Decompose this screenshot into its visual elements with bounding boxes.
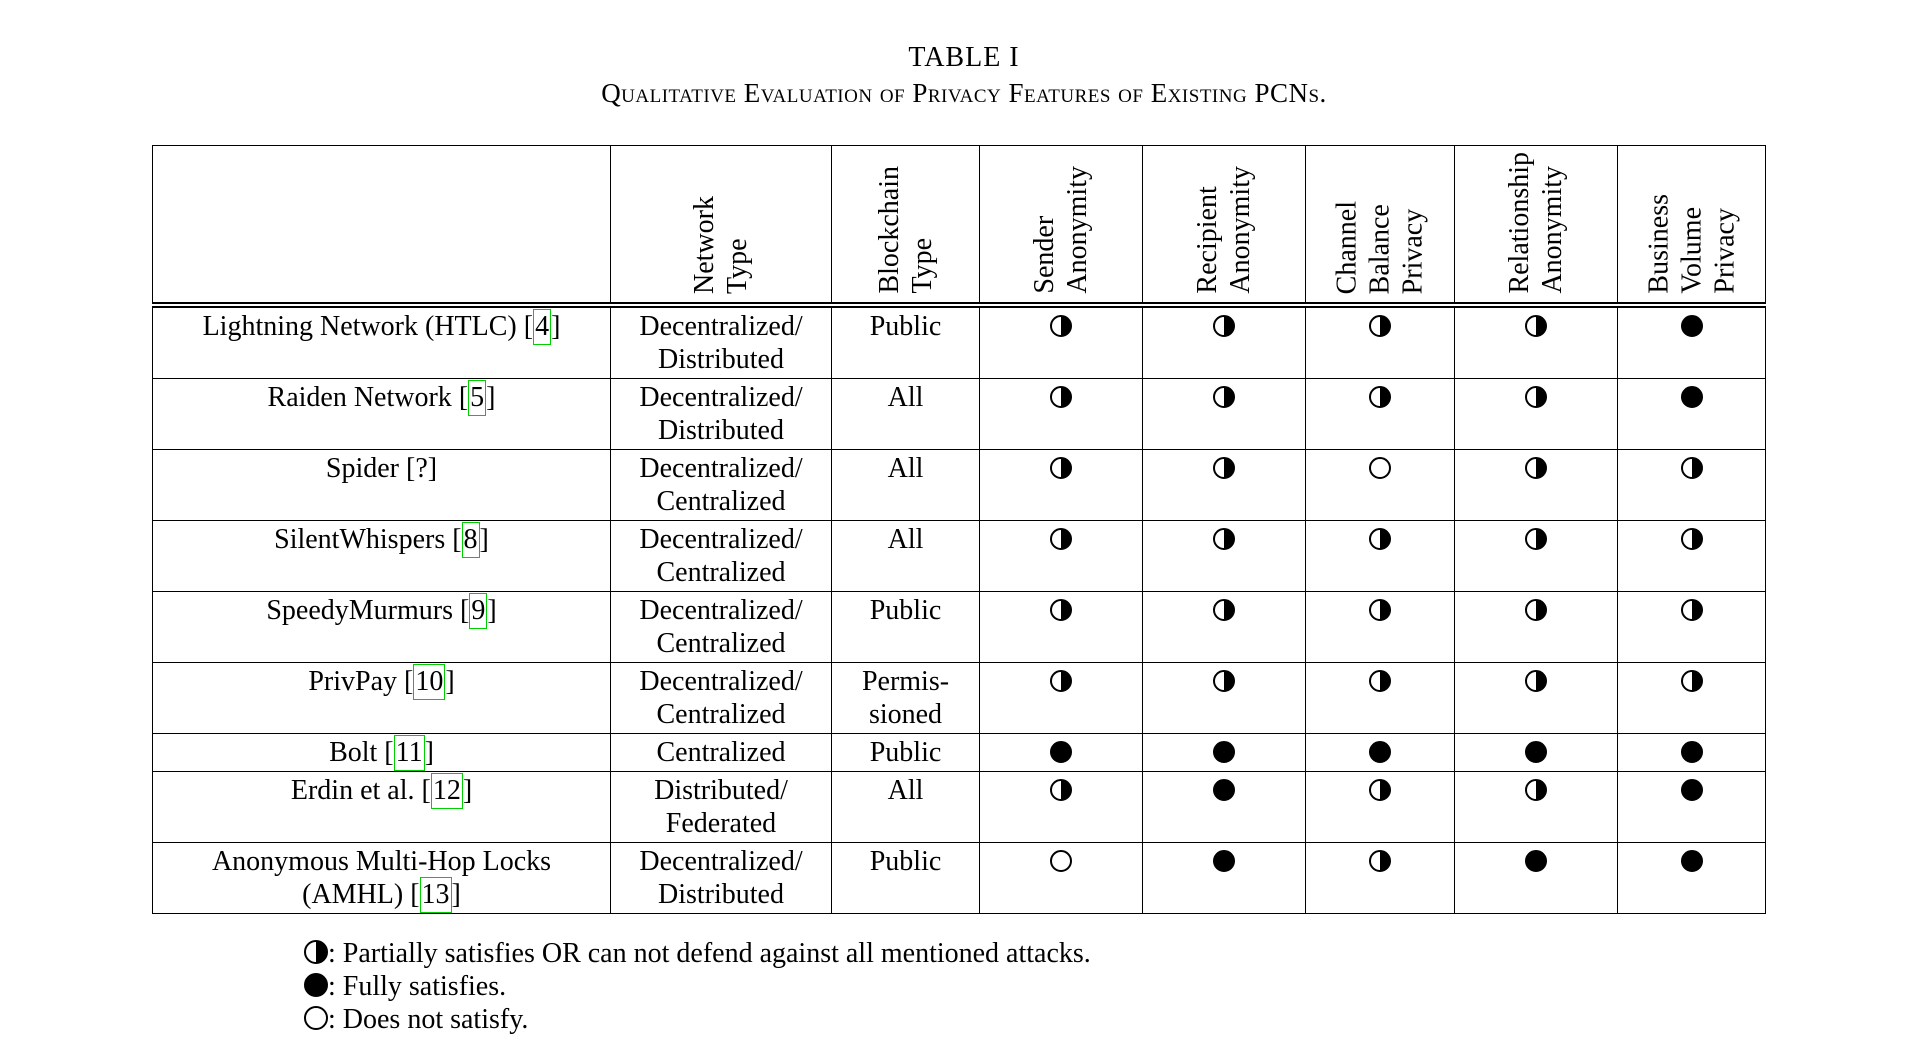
feature-cell: [1143, 521, 1306, 592]
legend-text: : Fully satisfies.: [328, 971, 507, 1002]
network-type-line: Decentralized/: [639, 524, 803, 555]
partial-circle-icon: [1050, 670, 1072, 692]
blockchain-type-line: All: [887, 382, 924, 413]
partial-circle-icon: [1369, 779, 1391, 801]
header-line: Anonymity: [1537, 166, 1568, 294]
feature-cell: [1306, 450, 1455, 521]
feature-cell: [1618, 592, 1766, 663]
network-type-cell: [611, 521, 832, 592]
network-type-line: Centralized: [656, 486, 786, 517]
partial-circle-icon: [1050, 386, 1072, 408]
partial-circle-icon: [1681, 528, 1703, 550]
scheme-name-cell: [153, 379, 611, 450]
network-type-line: Distributed/: [654, 775, 788, 806]
table-body: [153, 305, 1766, 914]
scheme-name-line: [153, 452, 610, 485]
network-type-line: Decentralized/: [639, 595, 803, 626]
scheme-name-line: Raiden Network [5]: [153, 381, 610, 416]
network-type-line: Decentralized/: [639, 846, 803, 877]
feature-cell: [1306, 521, 1455, 592]
network-type-cell: [611, 450, 832, 521]
partial-circle-icon: [1369, 670, 1391, 692]
partial-circle-icon: [1213, 599, 1235, 621]
partial-circle-icon: [1213, 670, 1235, 692]
legend-item: [304, 1003, 1091, 1036]
full-circle-icon: [1369, 741, 1391, 763]
table-label: TABLE I: [908, 42, 1020, 73]
feature-cell: [1143, 592, 1306, 663]
feature-cell: [1143, 734, 1306, 772]
header-line: Volume: [1676, 207, 1707, 294]
feature-cell: [1143, 843, 1306, 914]
partial-circle-icon: [1369, 386, 1391, 408]
feature-cell: [1306, 843, 1455, 914]
partial-circle-icon: [1681, 670, 1703, 692]
scheme-name-line: SilentWhispers [8]: [153, 523, 610, 558]
blockchain-type-line: All: [887, 524, 924, 555]
scheme-name: Raiden Network: [267, 382, 459, 413]
full-circle-icon: [1525, 850, 1547, 872]
scheme-name: Lightning Network (HTLC): [202, 311, 524, 342]
full-circle-icon: [1681, 386, 1703, 408]
scheme-name: Erdin et al.: [290, 775, 422, 806]
legend-text: : Partially satisfies OR can not defend against all mentioned attacks.: [328, 938, 1091, 969]
header-line: Balance: [1364, 203, 1396, 294]
network-type-line: Decentralized/: [639, 666, 803, 697]
none-circle-icon: [1050, 850, 1072, 872]
feature-cell: [980, 450, 1143, 521]
feature-cell: [1455, 843, 1618, 914]
table-row: [153, 450, 1766, 521]
header-row: [153, 146, 1766, 306]
feature-cell: [980, 843, 1143, 914]
feature-cell: [1143, 450, 1306, 521]
blockchain-type-line: All: [887, 775, 924, 806]
table-row: [153, 734, 1766, 772]
table-row: [153, 843, 1766, 914]
full-circle-icon: [304, 973, 328, 997]
header-network-type: [611, 146, 832, 306]
scheme-name-line: Lightning Network (HTLC) [4]: [153, 310, 610, 345]
feature-cell: [1143, 772, 1306, 843]
feature-cell: [1306, 379, 1455, 450]
partial-circle-icon: [1681, 599, 1703, 621]
partial-circle-icon: [1525, 528, 1547, 550]
header-business-volume-privacy: [1618, 146, 1766, 306]
full-circle-icon: [1050, 741, 1072, 763]
feature-cell: [980, 772, 1143, 843]
feature-cell: [980, 734, 1143, 772]
citation-ref: 8: [462, 522, 480, 558]
feature-cell: [980, 521, 1143, 592]
feature-cell: [1455, 521, 1618, 592]
full-circle-icon: [1213, 779, 1235, 801]
header-line: Privacy: [1709, 208, 1740, 294]
scheme-name-cell: [153, 521, 611, 592]
partial-circle-icon: [304, 940, 328, 964]
citation-ref: 12: [431, 773, 463, 809]
partial-circle-icon: [1525, 599, 1547, 621]
partial-circle-icon: [1050, 779, 1072, 801]
feature-cell: [1618, 521, 1766, 592]
scheme-name: PrivPay: [308, 666, 405, 697]
scheme-name-cell: [153, 663, 611, 734]
header-line: Relationship: [1504, 152, 1535, 294]
citation-ref: 13: [420, 877, 452, 913]
feature-cell: [1455, 772, 1618, 843]
header-line: Anonymity: [1062, 166, 1093, 294]
feature-cell: [980, 305, 1143, 379]
scheme-name: SilentWhispers: [274, 524, 453, 555]
partial-circle-icon: [1525, 670, 1547, 692]
header-line: Blockchain: [873, 166, 905, 294]
network-type-line: Distributed: [658, 415, 784, 446]
feature-cell: [1306, 663, 1455, 734]
feature-cell: [1306, 305, 1455, 379]
partial-circle-icon: [1050, 528, 1072, 550]
network-type-line: Decentralized/: [639, 311, 803, 342]
feature-cell: [1618, 772, 1766, 843]
table-row: [153, 592, 1766, 663]
network-type-line: Centralized: [656, 737, 786, 768]
header-line: Anonymity: [1225, 166, 1256, 294]
table-row: [153, 521, 1766, 592]
partial-circle-icon: [1525, 386, 1547, 408]
network-type-line: Federated: [665, 808, 777, 839]
header-channel-balance-privacy: [1306, 146, 1455, 306]
partial-circle-icon: [1681, 457, 1703, 479]
blockchain-type-line: All: [887, 453, 924, 484]
partial-circle-icon: [1213, 457, 1235, 479]
citation-ref: 9: [469, 593, 487, 629]
network-type-line: Decentralized/: [639, 382, 803, 413]
network-type-cell: [611, 734, 832, 772]
blockchain-type-cell: [832, 592, 980, 663]
feature-cell: [1618, 734, 1766, 772]
network-type-cell: [611, 663, 832, 734]
network-type-cell: [611, 772, 832, 843]
blockchain-type-line: sioned: [868, 699, 943, 730]
feature-cell: [1306, 592, 1455, 663]
none-circle-icon: [1369, 457, 1391, 479]
partial-circle-icon: [1369, 599, 1391, 621]
none-circle-icon: [304, 1006, 328, 1030]
feature-cell: [1455, 379, 1618, 450]
header-line: Channel: [1331, 200, 1363, 294]
scheme-name-line: (AMHL) [13]: [153, 878, 610, 913]
scheme-name-cell: [153, 592, 611, 663]
scheme-name-line: SpeedyMurmurs [9]: [153, 594, 610, 629]
network-type-line: Decentralized/: [639, 453, 803, 484]
scheme-name-line: Erdin et al. [12]: [153, 774, 610, 809]
network-type-cell: [611, 843, 832, 914]
partial-circle-icon: [1050, 457, 1072, 479]
feature-cell: [980, 663, 1143, 734]
scheme-name-line: [153, 845, 610, 878]
network-type-line: Centralized: [656, 699, 786, 730]
header-line: Type: [722, 238, 753, 294]
citation-ref: [?]: [406, 453, 438, 484]
header-line: Network: [689, 196, 720, 294]
feature-cell: [980, 379, 1143, 450]
citation-ref: 10: [413, 664, 445, 700]
full-circle-icon: [1681, 741, 1703, 763]
scheme-name-line: PrivPay [10]: [153, 665, 610, 700]
blockchain-type-line: Public: [869, 846, 942, 877]
feature-cell: [1618, 379, 1766, 450]
partial-circle-icon: [1369, 528, 1391, 550]
header-relationship-anonymity: [1455, 146, 1618, 306]
feature-cell: [1306, 772, 1455, 843]
privacy-features-table: [152, 145, 1766, 914]
partial-circle-icon: [1369, 315, 1391, 337]
scheme-name-cell: [153, 734, 611, 772]
feature-cell: [1618, 663, 1766, 734]
scheme-name-cell: [153, 305, 611, 379]
full-circle-icon: [1525, 741, 1547, 763]
partial-circle-icon: [1213, 386, 1235, 408]
feature-cell: [1455, 663, 1618, 734]
blockchain-type-cell: [832, 843, 980, 914]
feature-cell: [980, 592, 1143, 663]
network-type-line: Distributed: [658, 879, 784, 910]
blockchain-type-line: Public: [869, 595, 942, 626]
header-empty-cell: [153, 146, 611, 306]
partial-circle-icon: [1525, 457, 1547, 479]
blockchain-type-cell: [832, 379, 980, 450]
partial-circle-icon: [1050, 599, 1072, 621]
legend-item: [304, 937, 1091, 970]
feature-cell: [1455, 592, 1618, 663]
partial-circle-icon: [1369, 850, 1391, 872]
scheme-name: Anonymous Multi-Hop Locks: [211, 846, 552, 877]
feature-cell: [1143, 663, 1306, 734]
header-line: Privacy: [1397, 208, 1429, 294]
network-type-line: Centralized: [656, 628, 786, 659]
scheme-name: (AMHL): [302, 879, 411, 910]
scheme-name-cell: [153, 772, 611, 843]
network-type-cell: [611, 379, 832, 450]
citation-ref: 11: [394, 735, 425, 771]
blockchain-type-cell: [832, 521, 980, 592]
blockchain-type-cell: [832, 305, 980, 379]
feature-cell: [1455, 734, 1618, 772]
blockchain-type-cell: [832, 772, 980, 843]
scheme-name: SpeedyMurmurs: [266, 595, 460, 626]
blockchain-type-line: Permis-: [861, 666, 950, 697]
header-line: Type: [906, 238, 938, 294]
network-type-cell: [611, 592, 832, 663]
feature-cell: [1618, 450, 1766, 521]
network-type-line: Centralized: [656, 557, 786, 588]
partial-circle-icon: [1213, 315, 1235, 337]
header-line: Sender: [1029, 216, 1060, 294]
citation-ref: 4: [533, 309, 551, 345]
full-circle-icon: [1213, 741, 1235, 763]
table-title: Qualitative Evaluation of Privacy Features of Existing PCNs.: [601, 78, 1327, 108]
table-row: [153, 379, 1766, 450]
blockchain-type-line: Public: [869, 737, 942, 768]
legend-text: : Does not satisfy.: [328, 1004, 529, 1035]
scheme-name-line: Bolt [11]: [153, 736, 610, 771]
header-blockchain-type: [832, 146, 980, 306]
partial-circle-icon: [1525, 779, 1547, 801]
header-line: Recipient: [1192, 186, 1223, 294]
scheme-name: Spider: [325, 453, 407, 484]
scheme-name-cell: [153, 450, 611, 521]
feature-cell: [1143, 305, 1306, 379]
feature-cell: [1455, 305, 1618, 379]
table-row: [153, 663, 1766, 734]
feature-cell: [1306, 734, 1455, 772]
table-row: [153, 305, 1766, 379]
feature-cell: [1618, 305, 1766, 379]
scheme-name-cell: [153, 843, 611, 914]
network-type-cell: [611, 305, 832, 379]
partial-circle-icon: [1525, 315, 1547, 337]
full-circle-icon: [1681, 315, 1703, 337]
citation-ref: 5: [468, 380, 486, 416]
blockchain-type-cell: [832, 734, 980, 772]
feature-cell: [1455, 450, 1618, 521]
header-line: Business: [1643, 194, 1674, 294]
feature-cell: [1618, 843, 1766, 914]
table-row: [153, 772, 1766, 843]
full-circle-icon: [1681, 779, 1703, 801]
header-recipient-anonymity: [1143, 146, 1306, 306]
blockchain-type-line: Public: [869, 311, 942, 342]
blockchain-type-cell: [832, 450, 980, 521]
scheme-name: Bolt: [329, 737, 385, 768]
partial-circle-icon: [1050, 315, 1072, 337]
header-sender-anonymity: [980, 146, 1143, 306]
full-circle-icon: [1213, 850, 1235, 872]
legend: [304, 937, 1091, 1036]
full-circle-icon: [1681, 850, 1703, 872]
legend-item: [304, 970, 1091, 1003]
partial-circle-icon: [1213, 528, 1235, 550]
blockchain-type-cell: [832, 663, 980, 734]
feature-cell: [1143, 379, 1306, 450]
network-type-line: Distributed: [658, 344, 784, 375]
